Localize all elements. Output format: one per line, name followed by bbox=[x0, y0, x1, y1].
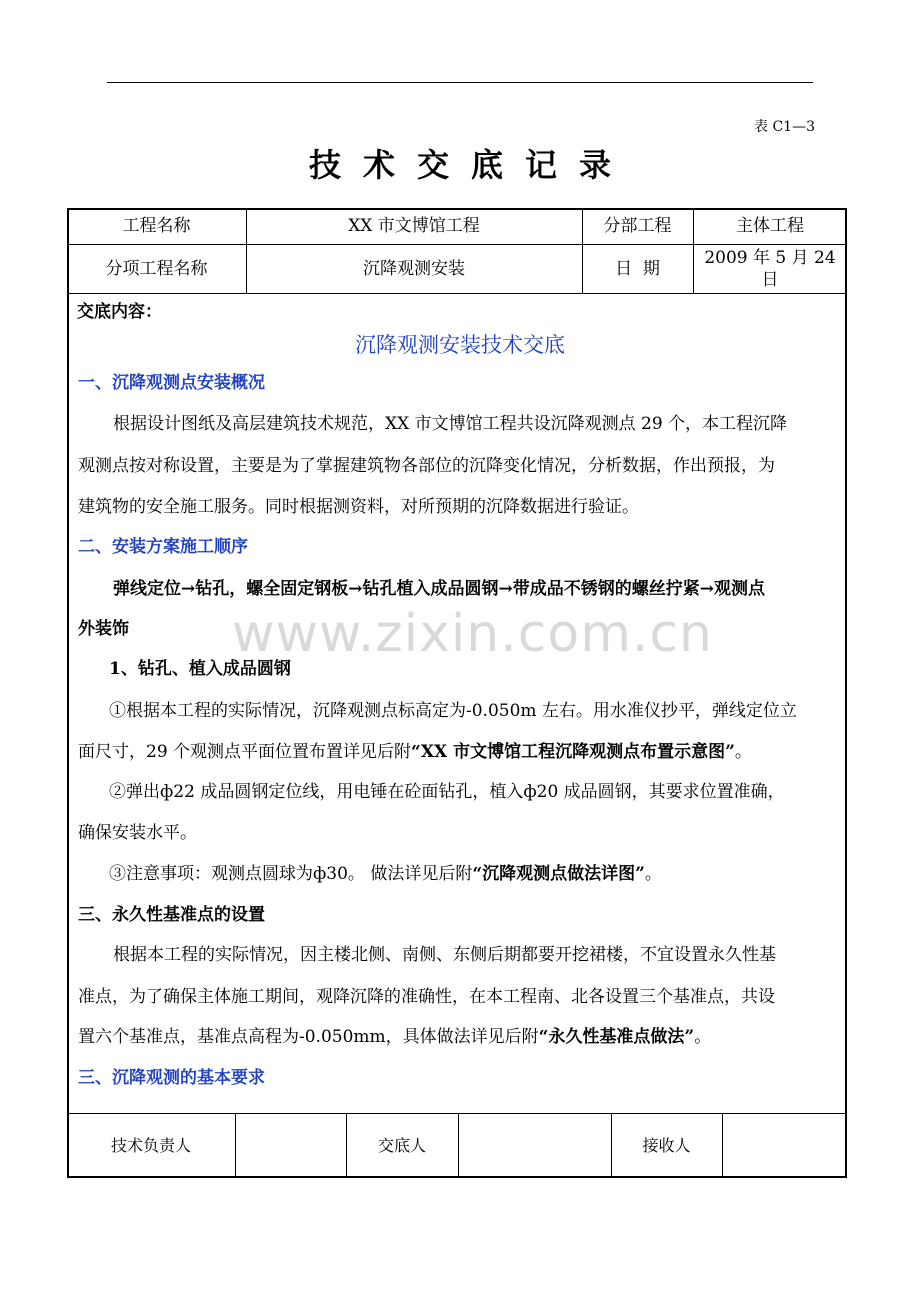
paragraph-line bbox=[78, 737, 752, 762]
watermark: www.zixin.com.cn bbox=[232, 604, 713, 664]
paragraph-line: 观测点按对称设置，主要是为了掌握建筑物各部位的沉降变化情况，分析数据，作出预报，为 bbox=[78, 456, 775, 476]
paragraph-text: 置六个基准点，基准点高程为-0.050mm，具体做法详见后附 bbox=[78, 1027, 539, 1047]
paragraph-line bbox=[78, 1022, 711, 1047]
paragraph-text: 。 bbox=[734, 742, 752, 762]
paragraph-line: 确保安装水平。 bbox=[78, 823, 197, 843]
date-label: 日 期 bbox=[615, 258, 660, 279]
paragraph-text: 面尺寸，29 个观测点平面位置布置详见后附 bbox=[78, 742, 412, 762]
receiver-label: 接收人 bbox=[642, 1135, 691, 1155]
paragraph-line: ①根据本工程的实际情况，沉降观测点标高定为-0.050m 左右。用水准仪抄平，弹线定位立 bbox=[109, 701, 797, 721]
discloser-signature-field[interactable] bbox=[458, 1113, 611, 1178]
section-heading: 二、安装方案施工顺序 bbox=[78, 537, 248, 557]
project-name-value: XX 市文博馆工程 bbox=[348, 216, 480, 236]
reference-title: “XX 市文博馆工程沉降观测点布置示意图” bbox=[411, 742, 735, 762]
tech-lead-label: 技术负责人 bbox=[110, 1135, 191, 1155]
section-heading: 一、沉降观测点安装概况 bbox=[78, 373, 265, 393]
date-value bbox=[693, 244, 847, 293]
doc-title: 沉降观测安装技术交底 bbox=[355, 333, 565, 357]
tech-lead-signature-field[interactable] bbox=[235, 1113, 346, 1178]
date-line2: 日 bbox=[761, 269, 779, 290]
paragraph-line: 准点，为了确保主体施工期间，观降沉降的准确性，在本工程南、北各设置三个基准点，共设 bbox=[78, 987, 775, 1007]
paragraph-line: 根据设计图纸及高层建筑技术规范，XX 市文博馆工程共设沉降观测点 29 个，本工程沉降 bbox=[113, 414, 788, 434]
reference-title: “永久性基准点做法” bbox=[538, 1027, 695, 1047]
sequence-line: 弹线定位→钻孔，螺全固定钢板→钻孔植入成品圆钢→带成品不锈钢的螺丝拧紧→观测点 bbox=[113, 579, 765, 599]
receiver-signature-field[interactable] bbox=[722, 1113, 847, 1178]
reference-title: “沉降观测点做法详图” bbox=[472, 864, 645, 884]
sequence-line: 外装饰 bbox=[78, 619, 129, 639]
division-label: 分部工程 bbox=[603, 216, 672, 236]
paragraph-text: 。 bbox=[644, 864, 662, 884]
subsection-heading: 1、钻孔、植入成品圆钢 bbox=[109, 659, 291, 679]
project-name-label: 工程名称 bbox=[122, 216, 191, 236]
paragraph-line bbox=[109, 859, 662, 884]
content-label: 交底内容： bbox=[77, 302, 162, 322]
form-number: 表 C1—3 bbox=[754, 119, 815, 135]
paragraph-line: 建筑物的安全施工服务。同时根据测资料，对所预期的沉降数据进行验证。 bbox=[78, 497, 639, 517]
section-heading: 三、永久性基准点的设置 bbox=[78, 905, 265, 925]
subitem-label: 分项工程名称 bbox=[105, 258, 208, 279]
division-value: 主体工程 bbox=[736, 216, 804, 236]
date-line1: 2009 年 5 月 24 bbox=[704, 247, 836, 268]
paragraph-text: ③注意事项：观测点圆球为ф30。 做法详见后附 bbox=[109, 864, 473, 884]
page-title: 技术交底记录 bbox=[308, 146, 633, 184]
paragraph-text: 。 bbox=[694, 1027, 712, 1047]
paragraph-line: ②弹出ф22 成品圆钢定位线，用电锤在砼面钻孔，植入ф20 成品圆钢，其要求位置准确， bbox=[109, 782, 785, 802]
section-heading: 三、沉降观测的基本要求 bbox=[78, 1068, 265, 1088]
paragraph-line: 根据本工程的实际情况，因主楼北侧、南侧、东侧后期都要开挖裙楼，不宜设置永久性基 bbox=[113, 945, 776, 965]
row-divider bbox=[67, 293, 847, 294]
subitem-value: 沉降观测安装 bbox=[363, 258, 465, 279]
discloser-label: 交底人 bbox=[377, 1135, 426, 1155]
header-rule bbox=[107, 82, 813, 83]
